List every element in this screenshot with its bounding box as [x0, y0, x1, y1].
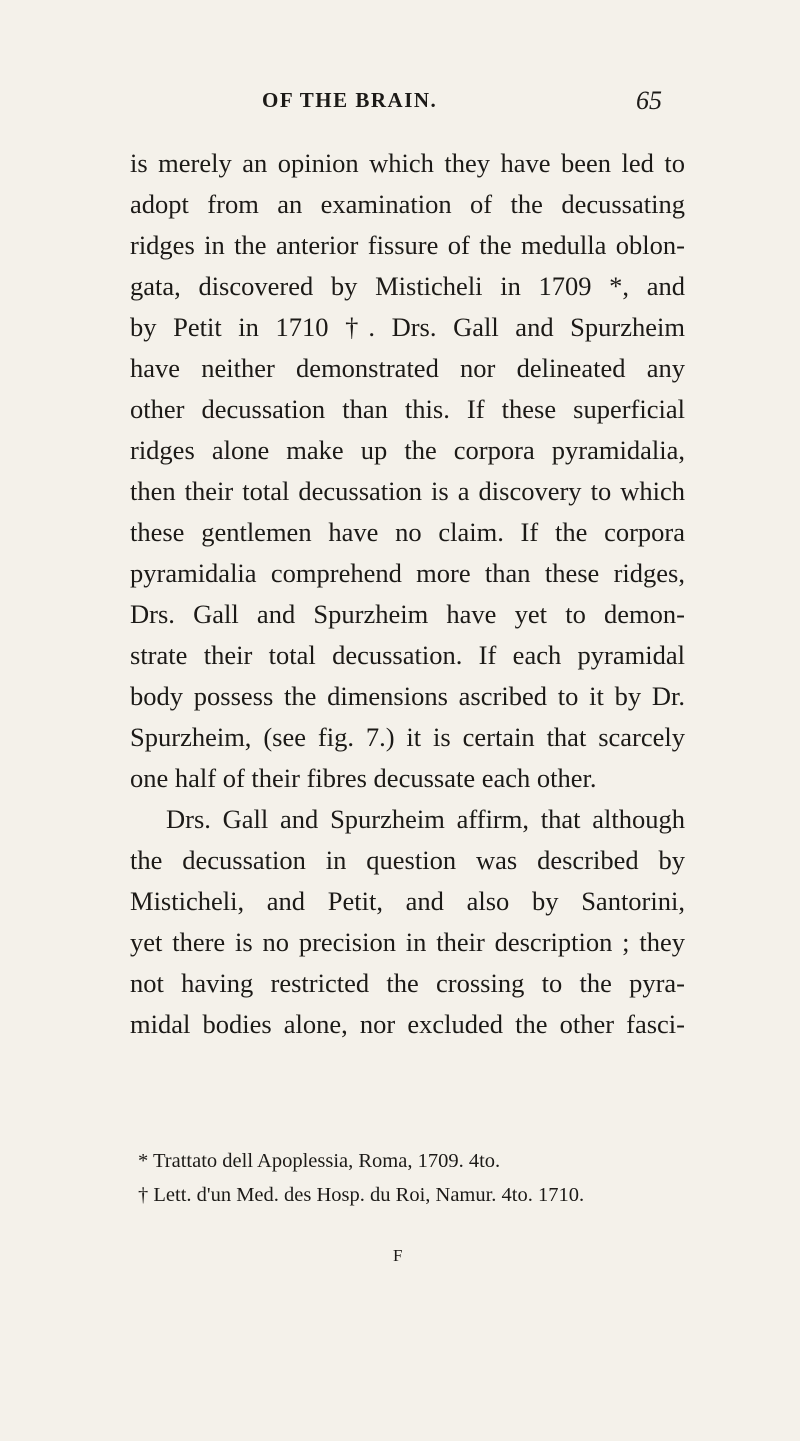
- text-line: strate their total decussation. If each pyramidal: [130, 640, 685, 670]
- text-line: ridges alone make up the corpora pyramidalia,: [130, 435, 685, 465]
- running-head: OF THE BRAIN.: [262, 88, 438, 112]
- text-line: Drs. Gall and Spurzheim affirm, that although: [166, 804, 685, 834]
- footnote: * Trattato dell Apoplessia, Roma, 1709. 4to.: [138, 1150, 501, 1172]
- text-line: Misticheli, and Petit, and also by Santorini,: [130, 886, 685, 916]
- text-line: pyramidalia comprehend more than these ridges,: [130, 558, 685, 588]
- text-line: one half of their fibres decussate each other.: [130, 763, 597, 793]
- text-line: the decussation in question was described by: [130, 845, 685, 875]
- text-line: other decussation than this. If these superficial: [130, 394, 685, 424]
- footnote: † Lett. d'un Med. des Hosp. du Roi, Namur. 4to. 1710.: [138, 1184, 585, 1206]
- text-line: yet there is no precision in their description ; they: [130, 927, 685, 957]
- text-line: is merely an opinion which they have been led to: [130, 148, 685, 178]
- text-line: have neither demonstrated nor delineated any: [130, 353, 685, 383]
- text-line: adopt from an examination of the decussating: [130, 189, 685, 219]
- signature-mark: F: [393, 1246, 403, 1265]
- text-line: gata, discovered by Misticheli in 1709 *, and: [130, 271, 685, 301]
- text-line: these gentlemen have no claim. If the corpora: [130, 517, 685, 547]
- text-line: Spurzheim, (see fig. 7.) it is certain that scarcely: [130, 722, 685, 752]
- text-line: not having restricted the crossing to the pyra-: [130, 968, 685, 998]
- page-number: 65: [636, 86, 662, 115]
- text-line: Drs. Gall and Spurzheim have yet to demon-: [130, 599, 685, 629]
- text-line: body possess the dimensions ascribed to it by Dr.: [130, 681, 685, 711]
- page-header: [0, 88, 800, 118]
- text-line: by Petit in 1710 †. Drs. Gall and Spurzheim: [130, 312, 685, 342]
- text-line: then their total decussation is a discovery to which: [130, 476, 685, 506]
- text-line: midal bodies alone, nor excluded the other fasci-: [130, 1009, 685, 1039]
- text-line: ridges in the anterior fissure of the medulla oblon-: [130, 230, 685, 260]
